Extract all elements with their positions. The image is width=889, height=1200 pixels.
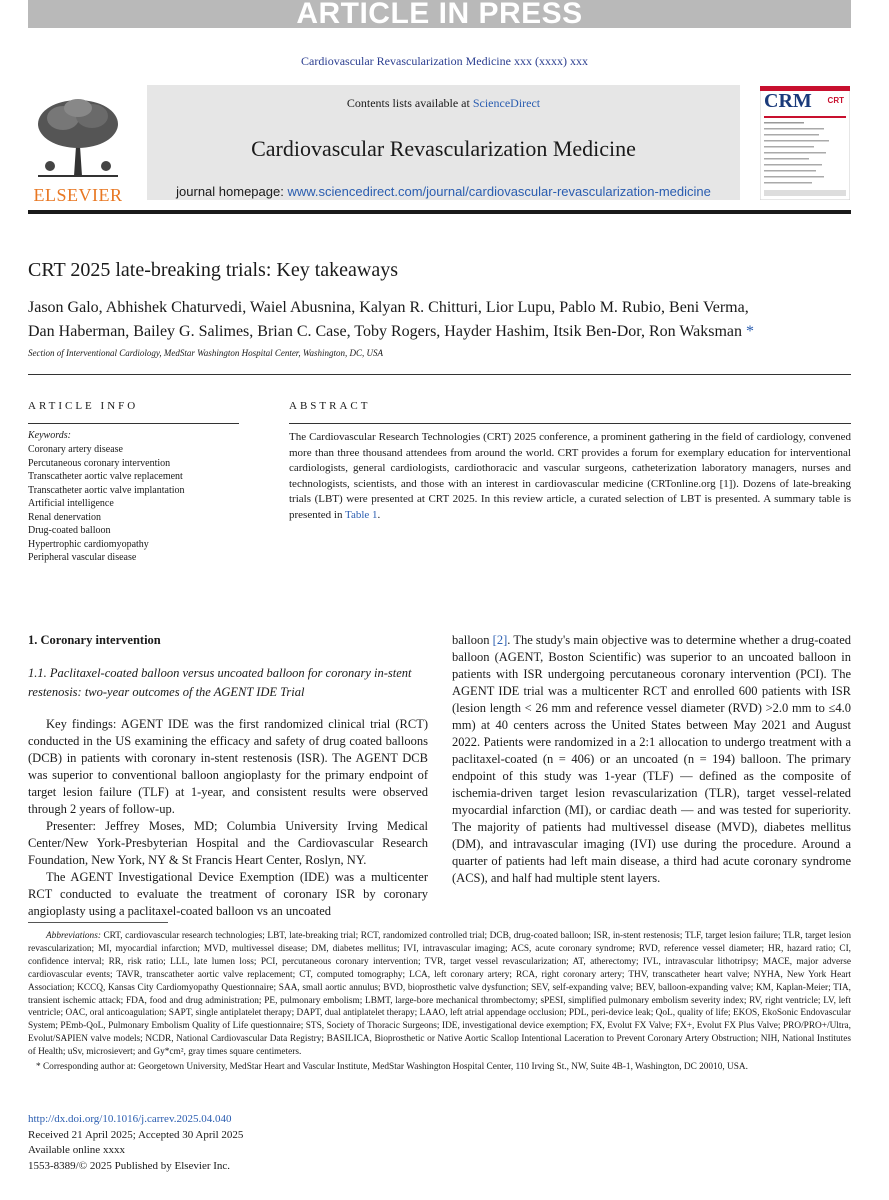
authors-divider	[28, 374, 851, 375]
journal-cover[interactable]	[760, 86, 850, 200]
abbreviations-text: CRT, cardiovascular research technologies; LBT, late-breaking trial; RCT, randomized controlled trial; DCB, drug-coated balloon; ISR, in-stent restenosis; TLF, target lesion failure; TLR, target lesion revascularization; MI, myocardial infarction; MVD, multivessel disease; DM, diabetes mellitus; IVI, intravascular imaging; ACS, acute coronary syndrome; RVD, reference vessel diameter; HR, hazard ratio; CI, confidence interval; RR, risk ratio; LLL, late lumen loss; PCI, percutaneous coronary intervention; TVR, target vessel revascularization; AT, atherectomy; IVL, intravascular lithotripsy; MACE, major adverse cardiovascular events; TAVR, transcatheter aortic valve replacement; CT, computed tomography; LCA, left coronary artery; RCA, right coronary artery; THV, transcatheter heart valve; NYHA, New York Heart Association; KCCQ, Kansas City Cardiomyopathy Questionnaire; SAA, small aortic annulus; BVD, bioprosthetic valve dysfunction; SEV, self-expanding valve; BEV, balloon-expanding valve; KM, Kaplan-Meier; TIA, transient ischemic attack; FDA, food and drug administration; PE, pulmonary embolism; LBMT, large-bore mechanical thrombectomy; sPESI, simplified pulmonary embolism severity index; RV, right ventricle; LV, left ventricle; OAC, oral anticoagulation; SAPT, single antiplatelet therapy; DAPT, dual antiplatelet therapy; LAAO, left atrial appendage occlusion; PDL, peri-device leak; QoL, quality of life; EKOS, EkoSonic Endovascular System; PEmb-QoL, Pulmonary Embolism Quality of Life questionnaire; STS, Society of Thoracic Surgeons; IDE, investigational device exemption; FX, Evolut FX Valve; FX+, Evolut FX Plus Valve; PRO/PRO+/Ultra, Evolut/SAPIEN valve models; NCDR, National Cardiovascular Data Registry; BASILICA, Bioprosthetic or Native Aortic Scallop Intentional Laceration to Prevent Coronary Artery Obstruction; NIH, National Institutes of Health; uSv, microsievert; and Gy*cm², gray times square centimeters.	[28, 931, 851, 1058]
author-list	[28, 296, 851, 344]
cover-logo-text: CRM	[764, 90, 812, 112]
keyword-item: Artificial intelligence	[28, 498, 114, 509]
homepage-prefix: journal homepage:	[176, 184, 288, 199]
available-online: Available online xxxx	[28, 1144, 125, 1156]
section-1-heading: 1. Coronary intervention	[28, 633, 161, 647]
reference-2-link[interactable]: [2]	[492, 633, 508, 647]
keyword-item: Peripheral vascular disease	[28, 552, 137, 563]
journal-homepage	[147, 184, 740, 199]
authors-line-2[interactable]: Dan Haberman, Bailey G. Salimes, Brian C. Case, Toby Rogers, Hayder Hashim, Itsik Ben-Dor, Ron Waksman	[28, 323, 743, 340]
keyword-item: Transcatheter aortic valve replacement	[28, 471, 183, 482]
corresponding-footnote: * Corresponding author at: Georgetown University, MedStar Heart and Vascular Institute, MedStar Washington Hospital Center, 110 Irving St., NW, Suite 4B-1, Washington, DC 20010, USA.	[36, 1062, 748, 1073]
elsevier-logo[interactable]	[28, 96, 128, 205]
contents-line	[147, 96, 740, 111]
sciencedirect-link[interactable]: ScienceDirect	[472, 96, 541, 110]
abstract-heading: ABSTRACT	[289, 400, 371, 412]
article-info-heading: ARTICLE INFO	[28, 400, 139, 412]
right-col-start: balloon	[452, 633, 493, 647]
abbreviations-label: Abbreviations:	[46, 931, 101, 941]
agent-ide-paragraph: The AGENT Investigational Device Exemption (IDE) was a multicenter RCT conducted to evaluate the treatment of coronary ISR by coronary angioplasty using a paclitaxel-coated balloon vs an uncoated	[28, 870, 428, 918]
key-findings-paragraph: Key findings: AGENT IDE was the first randomized clinical trial (RCT) conducted in the US examining the efficacy and safety of drug coated balloons (DCB) in patients with coronary in-stent restenosis (ISR). The AGENT DCB was superior to conventional balloon angioplasty for the primary endpoint of target lesion failure (TLF) at 1-year, and consistent results were observed through 2 years of follow-up.	[28, 717, 428, 816]
authors-line-2-wrap	[28, 320, 851, 344]
header-divider	[28, 210, 851, 214]
article-info-divider	[28, 423, 239, 424]
authors-line-1[interactable]: Jason Galo, Abhishek Chaturvedi, Waiel Abusnina, Kalyan R. Chitturi, Lior Lupu, Pablo M. Rubio, Beni Verma,	[28, 299, 749, 316]
presenter-paragraph: Presenter: Jeffrey Moses, MD; Columbia University Irving Medical Center/New York-Presbyterian Hospital and the Cardiovascular Research Foundation, New York, NY & St Francis Heart Center, Roslyn, NY.	[28, 819, 428, 867]
keyword-item: Renal denervation	[28, 511, 102, 523]
affiliation: Section of Interventional Cardiology, MedStar Washington Hospital Center, Washington, DC, USA	[28, 348, 383, 358]
keywords-list	[28, 443, 185, 565]
journal-reference[interactable]: Cardiovascular Revascularization Medicine xxx (xxxx) xxx	[301, 54, 588, 68]
table-1-link[interactable]: Table 1	[345, 508, 378, 521]
abstract-end: .	[377, 508, 381, 521]
issn-copyright: 1553-8389/© 2025 Published by Elsevier Inc.	[28, 1159, 231, 1172]
elsevier-tree-icon	[28, 96, 128, 178]
keywords-label: Keywords:	[28, 430, 71, 441]
keyword-item: Hypertrophic cardiomyopathy	[28, 538, 149, 550]
article-meta	[28, 1112, 243, 1174]
received-dates: Received 21 April 2025; Accepted 30 April 2025	[28, 1128, 244, 1141]
abbreviations-footnote	[28, 930, 851, 1059]
keyword-item: Drug-coated balloon	[28, 525, 111, 536]
abstract-body: The Cardiovascular Research Technologies (CRT) 2025 conference, a prominent gathering in the field of cardiology, convened more than three thousand attendees from around the world. CRT provides a forum for exemplary education for interventional cardiologists, general cardiologists, cardiothoracic and vascular surgeons, catheterization laboratory managers, nurses and technologists, scientists, and those with an interest in cardiovascular medicine (CRTonline.org [1]). Dozens of late-breaking trials (LBT) were presented at CRT 2025. In this review article, a curated selection of LBT is presented. A summary table is presented in	[289, 431, 851, 521]
keyword-item: Coronary artery disease	[28, 444, 123, 455]
left-column	[28, 716, 428, 920]
keyword-item: Transcatheter aortic valve implantation	[28, 484, 185, 496]
article-in-press-banner: ARTICLE IN PRESS	[28, 0, 851, 28]
cover-sub-text: CRT	[827, 96, 844, 105]
footnotes	[28, 930, 851, 1074]
corresponding-author-mark[interactable]: *	[742, 323, 755, 340]
elsevier-wordmark: ELSEVIER	[33, 185, 123, 205]
abstract-divider	[289, 423, 851, 424]
footnote-divider	[28, 922, 168, 923]
section-1-1-heading: 1.1. Paclitaxel-coated balloon versus uncoated balloon for coronary in-stent restenosis: two-year outcomes of the AGENT IDE Trial	[28, 666, 412, 699]
article-title: CRT 2025 late-breaking trials: Key takeaways	[28, 259, 398, 281]
right-column	[452, 632, 851, 887]
doi-link[interactable]: http://dx.doi.org/10.1016/j.carrev.2025.04.040	[28, 1113, 232, 1125]
journal-title[interactable]: Cardiovascular Revascularization Medicine	[251, 136, 636, 161]
contents-prefix: Contents lists available at	[346, 96, 473, 110]
homepage-link[interactable]: www.sciencedirect.com/journal/cardiovascular-revascularization-medicine	[287, 184, 711, 199]
keyword-item: Percutaneous coronary intervention	[28, 457, 171, 469]
right-col-body: . The study's main objective was to determine whether a drug-coated balloon (AGENT, Boston Scientific) was superior to an uncoated balloon in patients with ISR undergoing percutaneous coronary intervention (PCI). The AGENT IDE trial was a multicenter RCT and enrolled 600 patients with ISR (lesion length < 26 mm and reference vessel diameter (RVD) >2.0 mm to ≤4.0 mm) at 40 centers across the United States between May 2021 and August 2022. Patients were randomized in a 2:1 allocation to undergo treatment with a paclitaxel-coated (n = 406) or an uncoated (n = 194) balloon. The primary endpoint of this study was 1-year (TLF) — defined as the composite of ischemia-driven target lesion revascularization (TLR), target vessel-related myocardial infarction (MI), or cardiac death — and was tested for superiority. The majority of patients had multivessel disease (MVD), diabetes mellitus (DM), and intravascular imaging (IVI) use during the procedure. Around a quarter of patients had left main disease, a third had acute coronary syndrome (ACS), and half had multiple stent layers.	[452, 633, 851, 885]
abstract-text	[289, 430, 851, 523]
right-column-paragraph	[452, 632, 851, 887]
